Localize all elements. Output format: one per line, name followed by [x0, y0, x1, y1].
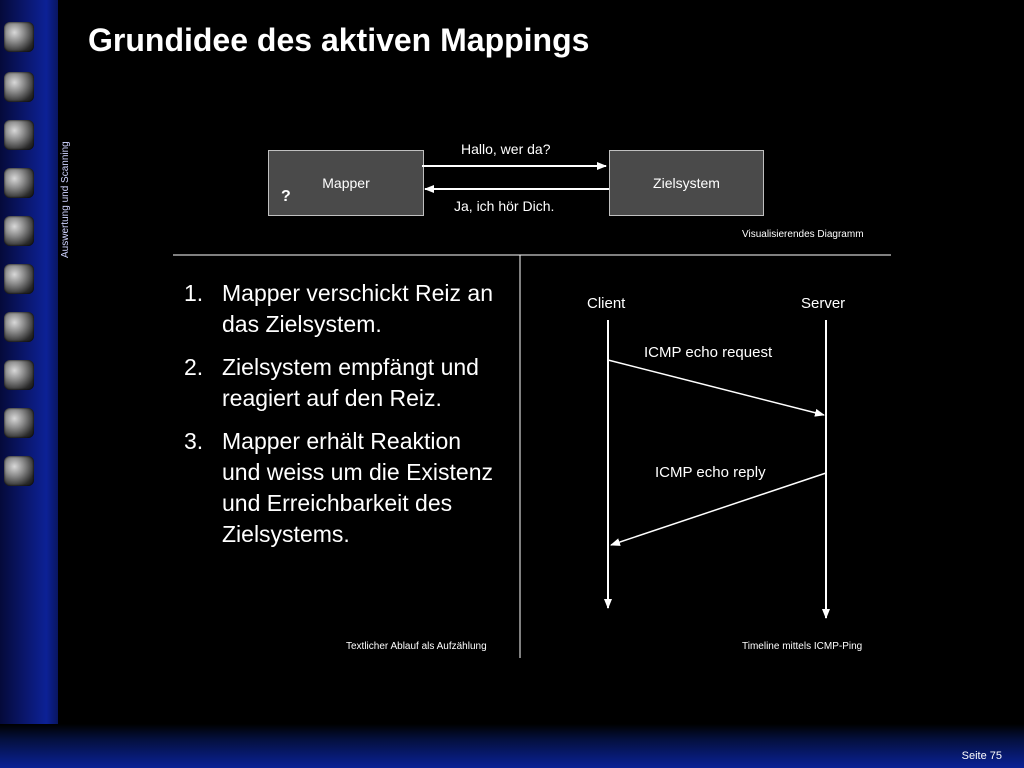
client-label: Client: [587, 295, 626, 312]
icmp-request-label: ICMP echo request: [644, 344, 773, 361]
question-mark-icon: ?: [281, 188, 291, 205]
step-number: 3.: [184, 428, 204, 454]
list-item: [184, 352, 504, 414]
step-text: Mapper verschickt Reiz an das Zielsystem.: [222, 280, 493, 337]
diagram-caption: Visualisierendes Diagramm: [742, 229, 864, 240]
timeline-caption: Timeline mittels ICMP-Ping: [742, 641, 863, 652]
target-system-label: Zielsystem: [653, 175, 720, 191]
icmp-reply-label: ICMP echo reply: [655, 464, 766, 481]
page-number: Seite 75: [961, 750, 1002, 762]
step-text: Zielsystem empfängt und reagiert auf den Reiz.: [222, 354, 479, 411]
step-text: Mapper erhält Reaktion und weiss um die Existenz und Erreichbarkeit des Zielsystems.: [222, 428, 494, 547]
slide-title: Grundidee des aktiven Mappings: [88, 22, 590, 58]
server-label: Server: [801, 295, 846, 312]
mapper-label: Mapper: [322, 175, 370, 191]
section-caption: Auswertung und Scanning: [60, 141, 71, 258]
list-item: [184, 426, 504, 550]
response-message: Ja, ich hör Dich.: [454, 198, 555, 214]
request-message: Hallo, wer da?: [461, 141, 551, 157]
step-number: 1.: [184, 280, 204, 306]
icmp-reply-arrow: [611, 473, 826, 545]
icmp-request-arrow: [608, 360, 824, 415]
step-number: 2.: [184, 354, 204, 380]
steps-caption: Textlicher Ablauf als Aufzählung: [346, 641, 487, 652]
list-item: [184, 278, 504, 340]
steps-list: [184, 278, 504, 562]
